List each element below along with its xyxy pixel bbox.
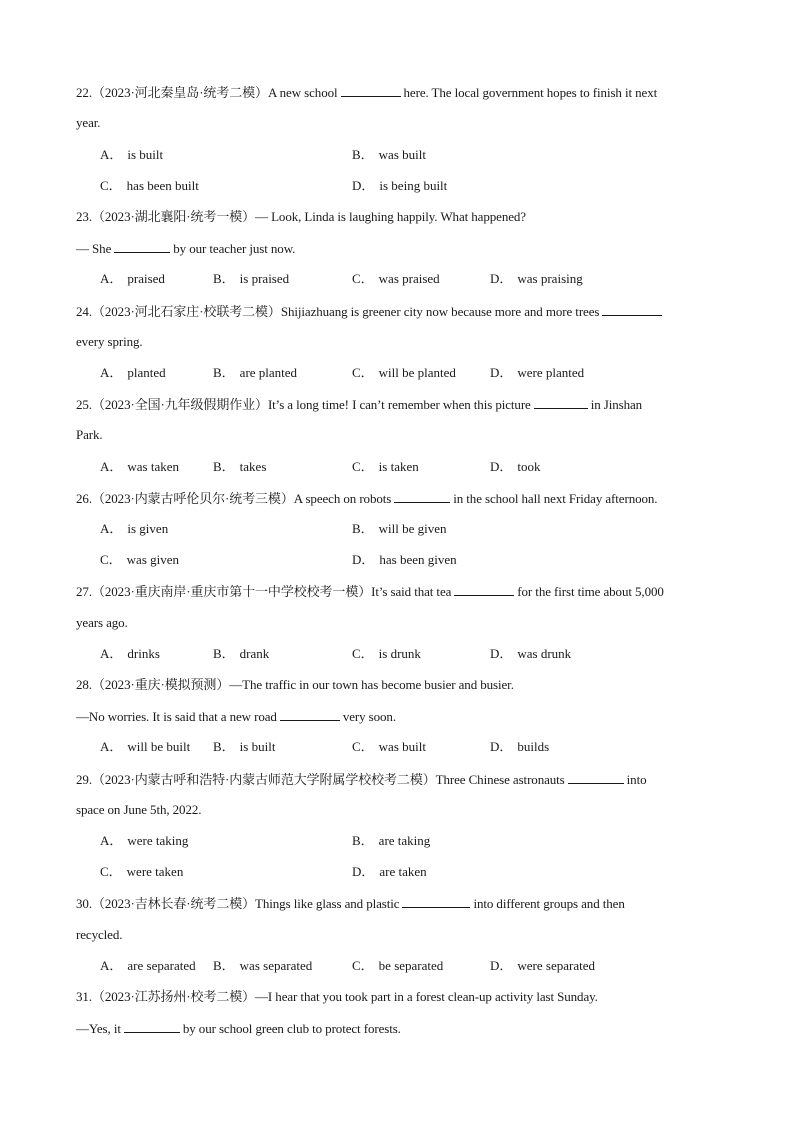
answer-blank bbox=[534, 396, 588, 409]
question-27-stem: 27.（2023·重庆南岸·重庆市第十一中学校校考一模）It’s said that tea for the first time about 5,000 bbox=[76, 584, 664, 599]
question-22-option-b[interactable]: B． was built bbox=[352, 147, 426, 162]
question-31-stem: 31.（2023·江苏扬州·校考二模）—I hear that you took part in a forest clean-up activity last Sunday. bbox=[76, 989, 598, 1004]
question-29-continuation: space on June 5th, 2022. bbox=[76, 802, 202, 817]
question-25-option-a[interactable]: A． was taken bbox=[100, 459, 180, 474]
question-22-stem: 22.（2023·河北秦皇岛·统考二模）A new school here. The local government hopes to finish it next bbox=[76, 85, 658, 100]
question-22-option-d[interactable]: D． is being built bbox=[352, 178, 448, 193]
question-27-continuation: years ago. bbox=[76, 615, 128, 630]
answer-blank bbox=[402, 895, 470, 908]
question-26-option-d[interactable]: D． has been given bbox=[352, 552, 457, 567]
answer-blank bbox=[602, 303, 662, 316]
answer-blank bbox=[568, 771, 624, 784]
question-24-option-d[interactable]: D． were planted bbox=[490, 365, 585, 380]
question-23-option-d[interactable]: D． was praising bbox=[490, 271, 583, 286]
question-23-stem: 23.（2023·湖北襄阳·统考一模）— Look, Linda is laughing happily. What happened? bbox=[76, 209, 526, 224]
question-27-option-d[interactable]: D． was drunk bbox=[490, 646, 572, 661]
question-28-option-c[interactable]: C． was built bbox=[352, 739, 426, 754]
question-23-line-2: — She by our teacher just now. bbox=[76, 241, 296, 256]
question-30-continuation: recycled. bbox=[76, 927, 123, 942]
question-22-option-a[interactable]: A． is built bbox=[100, 147, 164, 162]
question-29-stem: 29.（2023·内蒙古呼和浩特·内蒙古师范大学附属学校校考二模）Three Chinese astronauts into bbox=[76, 772, 647, 787]
question-23-option-a[interactable]: A． praised bbox=[100, 271, 165, 286]
question-30-option-b[interactable]: B． was separated bbox=[213, 958, 313, 973]
question-23-option-c[interactable]: C． was praised bbox=[352, 271, 440, 286]
answer-blank bbox=[341, 84, 401, 97]
question-25-continuation: Park. bbox=[76, 427, 103, 442]
question-30-stem: 30.（2023·吉林长春·统考二模）Things like glass and plastic into different groups and then bbox=[76, 896, 625, 911]
question-25-option-d[interactable]: D． took bbox=[490, 459, 541, 474]
answer-blank bbox=[280, 708, 340, 721]
question-30-option-c[interactable]: C． be separated bbox=[352, 958, 444, 973]
question-31-line-2: —Yes, it by our school green club to protect forests. bbox=[76, 1021, 401, 1036]
question-25-option-c[interactable]: C． is taken bbox=[352, 459, 419, 474]
question-25-option-b[interactable]: B． takes bbox=[213, 459, 267, 474]
question-26-option-c[interactable]: C． was given bbox=[100, 552, 180, 567]
question-30-option-a[interactable]: A． are separated bbox=[100, 958, 196, 973]
question-26-option-a[interactable]: A． is given bbox=[100, 521, 169, 536]
question-24-continuation: every spring. bbox=[76, 334, 143, 349]
question-24-option-c[interactable]: C． will be planted bbox=[352, 365, 456, 380]
question-29-option-d[interactable]: D． are taken bbox=[352, 864, 427, 879]
question-28-stem: 28.（2023·重庆·模拟预测）—The traffic in our town has become busier and busier. bbox=[76, 677, 514, 692]
question-27-option-a[interactable]: A． drinks bbox=[100, 646, 160, 661]
question-28-option-a[interactable]: A． will be built bbox=[100, 739, 191, 754]
question-28-option-d[interactable]: D． builds bbox=[490, 739, 550, 754]
question-28-option-b[interactable]: B． is built bbox=[213, 739, 276, 754]
question-30-option-d[interactable]: D． were separated bbox=[490, 958, 595, 973]
question-24-stem: 24.（2023·河北石家庄·校联考二模）Shijiazhuang is greener city now because more and more trees bbox=[76, 303, 665, 320]
question-24-option-a[interactable]: A． planted bbox=[100, 365, 166, 380]
answer-blank bbox=[454, 583, 514, 596]
question-27-option-b[interactable]: B． drank bbox=[213, 646, 270, 661]
answer-blank bbox=[124, 1020, 180, 1033]
question-28-line-2: —No worries. It is said that a new road very soon. bbox=[76, 709, 396, 724]
question-22-continuation: year. bbox=[76, 115, 101, 130]
answer-blank bbox=[394, 490, 450, 503]
question-26-stem: 26.（2023·内蒙古呼伦贝尔·统考三模）A speech on robots in the school hall next Friday afternoon. bbox=[76, 491, 658, 506]
answer-blank bbox=[114, 240, 170, 253]
question-29-option-a[interactable]: A． were taking bbox=[100, 833, 189, 848]
question-26-option-b[interactable]: B． will be given bbox=[352, 521, 447, 536]
question-27-option-c[interactable]: C． is drunk bbox=[352, 646, 421, 661]
question-22-option-c[interactable]: C． has been built bbox=[100, 178, 199, 193]
question-23-option-b[interactable]: B． is praised bbox=[213, 271, 290, 286]
question-29-option-c[interactable]: C． were taken bbox=[100, 864, 184, 879]
question-29-option-b[interactable]: B． are taking bbox=[352, 833, 431, 848]
question-24-option-b[interactable]: B． are planted bbox=[213, 365, 298, 380]
question-25-stem: 25.（2023·全国·九年级假期作业）It’s a long time! I can’t remember when this picture in Jinshan bbox=[76, 397, 643, 412]
